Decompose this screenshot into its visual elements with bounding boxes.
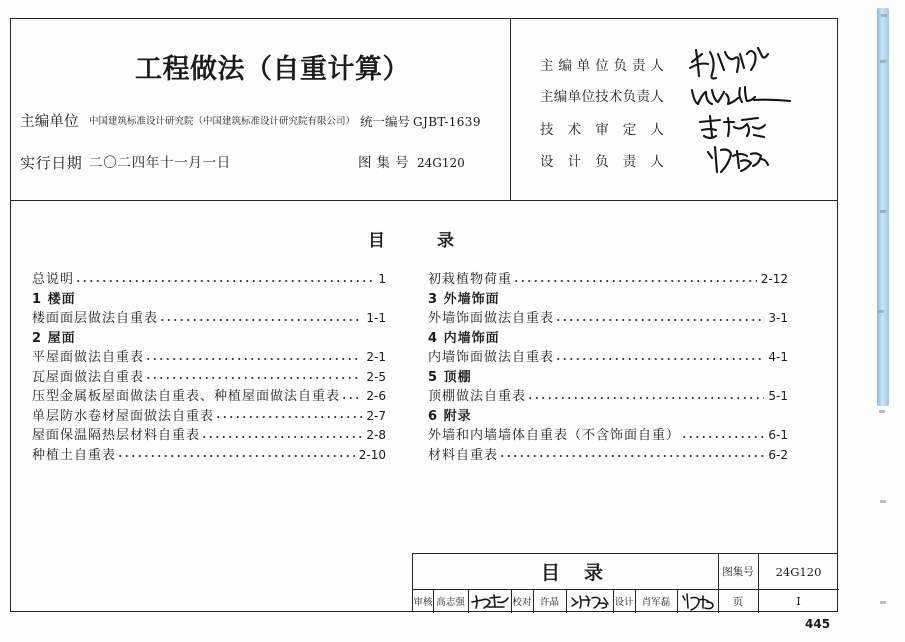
check-label: 校对 bbox=[512, 597, 532, 608]
unified-number: GJBT-1639 bbox=[413, 115, 481, 129]
toc-entry-label: 顶棚做法自重表 bbox=[428, 389, 527, 405]
toc-section-heading bbox=[428, 368, 788, 388]
toc-entry-label: 内墙饰面做法自重表 bbox=[428, 350, 555, 366]
scan-mark bbox=[880, 500, 886, 503]
title-block-page: I bbox=[796, 594, 801, 608]
editor-unit-label: 主编单位 bbox=[20, 114, 79, 130]
toc-entry bbox=[32, 309, 386, 329]
toc-entry-label: 外墙和内墙墙体自重表（不含饰面自重） bbox=[428, 428, 681, 444]
toc-entry-label: 种植土自重表 bbox=[32, 447, 117, 463]
toc-leader-dots bbox=[215, 407, 362, 427]
toc-entry bbox=[428, 426, 788, 446]
checker-name: 许晶 bbox=[539, 597, 559, 608]
toc-leader-dots bbox=[555, 348, 764, 368]
toc-entry-label: 瓦屋面做法自重表 bbox=[32, 369, 145, 385]
toc-section-label: 4 内墙饰面 bbox=[428, 330, 500, 346]
role-design-head: 设计负责人 bbox=[540, 154, 678, 170]
toc-entry-label: 楼面面层做法自重表 bbox=[32, 311, 159, 327]
toc-leader-dots bbox=[145, 368, 362, 388]
title-block-title: 目录 bbox=[541, 562, 628, 584]
toc-entry-label: 总说明 bbox=[32, 272, 75, 287]
toc-leader-dots bbox=[201, 426, 362, 446]
toc-left-column bbox=[32, 270, 386, 465]
toc-entry-page: 2-10 bbox=[358, 447, 386, 462]
designer-signature-cell bbox=[677, 589, 718, 613]
scan-mark bbox=[880, 210, 886, 213]
toc-heading: 目录 bbox=[368, 231, 506, 251]
design-label: 设计 bbox=[614, 597, 634, 608]
signature-editor-unit-head bbox=[690, 48, 768, 79]
header-signatures bbox=[680, 30, 800, 190]
toc-entry bbox=[428, 270, 788, 290]
atlas-number-label: 图集号 bbox=[358, 155, 414, 171]
signature-editor-unit-tech-head bbox=[692, 87, 790, 104]
title-block bbox=[412, 553, 838, 612]
toc-entry-page: 2-7 bbox=[366, 408, 386, 423]
toc-leader-dots bbox=[527, 387, 764, 407]
toc-entry bbox=[32, 348, 386, 368]
review-label: 审核 bbox=[413, 597, 433, 608]
effective-date-label: 实行日期 bbox=[20, 154, 83, 172]
toc-entry-page: 4-1 bbox=[768, 350, 788, 365]
designer-signature bbox=[677, 590, 718, 612]
scan-mark bbox=[878, 310, 884, 313]
toc-leader-dots bbox=[681, 426, 764, 446]
toc-entry-page: 2-5 bbox=[366, 369, 386, 384]
toc-section-label: 2 屋面 bbox=[32, 330, 76, 346]
toc-leader-dots bbox=[117, 446, 355, 466]
toc-leader-dots bbox=[75, 270, 374, 290]
toc-section-label: 5 顶棚 bbox=[428, 369, 472, 385]
toc-entry-label: 屋面保温隔热层材料自重表 bbox=[32, 428, 201, 444]
toc-entry-page: 2-6 bbox=[366, 389, 386, 404]
toc-entry bbox=[32, 426, 386, 446]
title-block-atlas-number: 24G120 bbox=[775, 564, 822, 579]
toc-entry bbox=[32, 387, 386, 407]
toc-entry bbox=[32, 368, 386, 388]
toc-entry-page: 1-1 bbox=[366, 311, 386, 326]
header-vertical-divider bbox=[510, 18, 511, 200]
role-editor-unit-head: 主编单位负责人 bbox=[540, 58, 669, 74]
toc-entry bbox=[428, 348, 788, 368]
designer-name: 肖军磊 bbox=[641, 597, 671, 608]
toc-entry-page: 6-2 bbox=[768, 447, 788, 462]
toc-entry bbox=[428, 446, 788, 466]
toc-section-label: 6 附录 bbox=[428, 408, 472, 424]
effective-date: 二〇二四年十一月一日 bbox=[89, 155, 231, 171]
toc-entry-page: 2-8 bbox=[366, 428, 386, 443]
toc-entry-label: 压型金属板屋面做法自重表、种植屋面做法自重表 bbox=[32, 389, 341, 405]
toc-entry-page: 6-1 bbox=[768, 428, 788, 443]
editor-unit: 中国建筑标准设计研究院（中国建筑标准设计研究院有限公司） bbox=[89, 116, 356, 127]
signature-design-head bbox=[708, 147, 768, 172]
toc-leader-dots bbox=[145, 348, 362, 368]
toc-entry-label: 初栽植物荷重 bbox=[428, 272, 513, 287]
unified-number-label: 统一编号 bbox=[360, 114, 411, 129]
toc-section-heading bbox=[32, 329, 386, 349]
toc-entry bbox=[428, 387, 788, 407]
scan-mark bbox=[880, 601, 886, 604]
toc-section-heading bbox=[428, 290, 788, 310]
page-label: 页 bbox=[732, 595, 744, 608]
toc-right-column bbox=[428, 270, 788, 465]
toc-leader-dots bbox=[159, 309, 362, 329]
toc-leader-dots bbox=[513, 270, 757, 290]
toc-entry bbox=[428, 309, 788, 329]
scan-mark bbox=[880, 60, 886, 63]
toc-section-label: 1 楼面 bbox=[32, 291, 76, 307]
toc-section-heading bbox=[428, 329, 788, 349]
toc-entry-page: 1 bbox=[378, 272, 386, 286]
toc-section-heading bbox=[428, 407, 788, 427]
toc-leader-dots bbox=[341, 387, 362, 407]
reviewer-name: 高志强 bbox=[436, 597, 465, 608]
toc-entry-label: 平屋面做法自重表 bbox=[32, 350, 145, 366]
toc-section-heading bbox=[32, 290, 386, 310]
toc-entry-label: 外墙饰面做法自重表 bbox=[428, 311, 555, 327]
toc-entry-page: 2-1 bbox=[366, 350, 386, 365]
toc-entry-label: 材料自重表 bbox=[428, 447, 499, 463]
reviewer-signature-cell bbox=[468, 589, 511, 613]
scan-mark bbox=[881, 14, 887, 17]
role-editor-unit-tech-head: 主编单位技术负责人 bbox=[540, 89, 665, 105]
atlas-number: 24G120 bbox=[417, 156, 465, 170]
header-divider bbox=[10, 200, 838, 201]
document-title: 工程做法（自重计算） bbox=[135, 54, 410, 85]
toc-entry bbox=[32, 446, 386, 466]
checker-signature-cell bbox=[566, 589, 613, 613]
page-number: 445 bbox=[805, 617, 831, 631]
title-block-atlas-label: 图集号 bbox=[722, 566, 754, 578]
toc-entry-page: 5-1 bbox=[768, 389, 788, 404]
toc-entry-page: 3-1 bbox=[768, 311, 788, 326]
toc-section-label: 3 外墙饰面 bbox=[428, 291, 500, 307]
reviewer-signature bbox=[468, 590, 511, 612]
checker-signature bbox=[566, 590, 613, 612]
toc-entry-page: 2-12 bbox=[760, 272, 788, 286]
scan-mark bbox=[879, 410, 885, 413]
toc-entry bbox=[32, 407, 386, 427]
toc-entry-label: 单层防水卷材屋面做法自重表 bbox=[32, 408, 215, 424]
signature-technical-approver bbox=[700, 116, 765, 138]
blue-tab-strip bbox=[877, 8, 889, 406]
toc-leader-dots bbox=[555, 309, 764, 329]
role-technical-approver: 技术审定人 bbox=[540, 122, 678, 138]
toc-entry bbox=[32, 270, 386, 290]
toc-leader-dots bbox=[499, 446, 764, 466]
